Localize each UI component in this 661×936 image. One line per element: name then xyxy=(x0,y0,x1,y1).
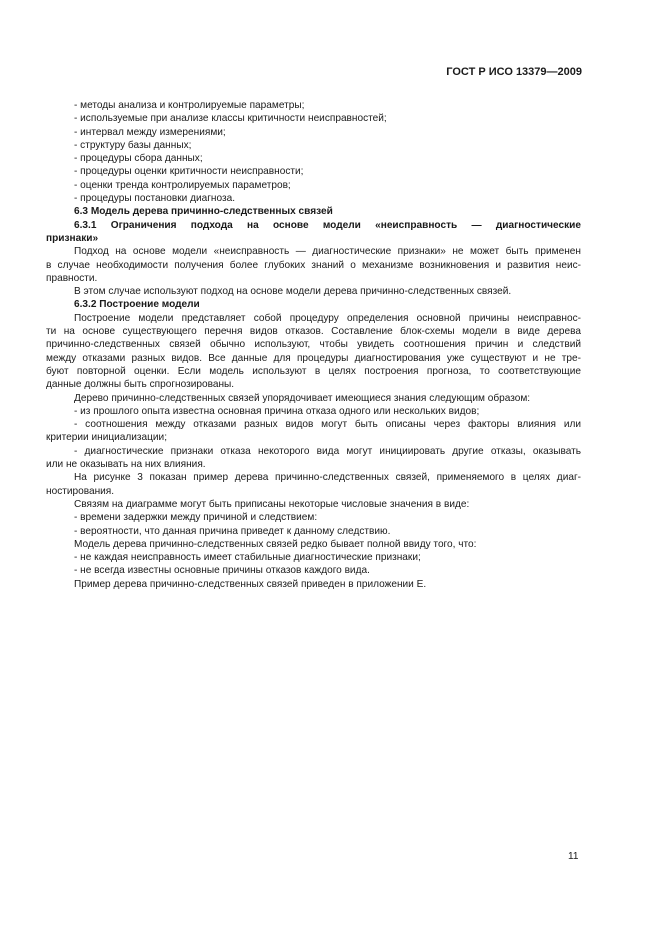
text-line: в случае необходимости получения более глубоких знаний о механизме возникновения и развития неис- xyxy=(46,259,581,271)
text-line: Модель дерева причинно-следственных связей редко бывает полной ввиду того, что: xyxy=(74,538,477,550)
text-line: - не всегда известны основные причины отказов каждого вида. xyxy=(74,565,370,577)
text-line: - диагностические признаки отказа некоторого вида могут инициировать другие отказы, оказывать xyxy=(74,445,581,457)
text-line: - оценки тренда контролируемых параметров; xyxy=(74,179,291,191)
text-line: - соотношения между отказами разных видов могут быть описаны через факторы влияния или xyxy=(74,419,581,431)
text-line: - времени задержки между причиной и следствием: xyxy=(74,512,318,524)
text-line: Связям на диаграмме могут быть приписаны некоторые числовые значения в виде: xyxy=(74,498,470,510)
section-heading-line: признаки» xyxy=(46,232,99,244)
text-line: - из прошлого опыта известна основная причина отказа одного или нескольких видов; xyxy=(74,405,480,417)
text-line: - методы анализа и контролируемые параметры; xyxy=(74,100,305,111)
text-line: - не каждая неисправность имеет стабильные диагностические признаки; xyxy=(74,552,421,564)
text-line: - процедуры оценки критичности неисправности; xyxy=(74,166,304,178)
section-heading-line: 6.3.1 Ограничения подхода на основе модели «неисправность — диагностические xyxy=(74,219,581,231)
text-line: ти на основе существующего перечня видов отказов. Составление блок-схемы модели в виде дерева xyxy=(46,326,581,338)
text-line: - интервал между измерениями; xyxy=(74,126,226,138)
text-line: На рисунке 3 показан пример дерева причинно-следственных связей, применяемого в целях диаг- xyxy=(74,472,581,484)
text-line: ностирования. xyxy=(46,485,115,497)
text-line: В этом случае используют подход на основе модели дерева причинно-следственных связей. xyxy=(74,286,512,298)
text-line: - структуру базы данных; xyxy=(74,139,192,151)
text-line: данные должны быть спрогнозированы. xyxy=(46,379,235,391)
standard-header: ГОСТ Р ИСО 13379—2009 xyxy=(446,66,582,78)
page-number: 11 xyxy=(568,851,579,862)
text-line: критерии инициализации; xyxy=(46,432,168,444)
section-heading-line: 6.3.2 Построение модели xyxy=(74,299,200,311)
text-line: Построение модели представляет собой процедуру определения основной причины неисправнос- xyxy=(74,312,581,324)
text-line: - вероятности, что данная причина приведет к данному следствию. xyxy=(74,525,391,537)
text-line: между отказами разных видов. Все данные для процедуры диагностирования уже существуют и не тре- xyxy=(46,352,581,364)
text-line: - процедуры сбора данных; xyxy=(74,153,203,165)
section-heading-line: 6.3 Модель дерева причинно-следственных связей xyxy=(74,206,333,218)
text-line: Подход на основе модели «неисправность — диагностические признаки» не может быть применен xyxy=(74,246,581,258)
text-line: причинно-следственных связей обычно используют, чтобы увидеть соотношения причин и следствий xyxy=(46,339,581,351)
text-line: или не оказывать на них влияния. xyxy=(46,459,206,471)
document-body xyxy=(46,99,581,591)
text-line: Дерево причинно-следственных связей упорядочивает имеющиеся знания следующим образом: xyxy=(74,392,531,404)
text-line: буют повторной оценки. Если модель используют в целях построения прогноза, то соответствующие xyxy=(46,365,581,377)
text-line: Пример дерева причинно-следственных связей приведен в приложении Е. xyxy=(74,578,427,590)
text-line: - используемые при анализе классы критичности неисправностей; xyxy=(74,113,387,125)
text-line: правности. xyxy=(46,272,98,284)
text-line: - процедуры постановки диагноза. xyxy=(74,193,236,205)
